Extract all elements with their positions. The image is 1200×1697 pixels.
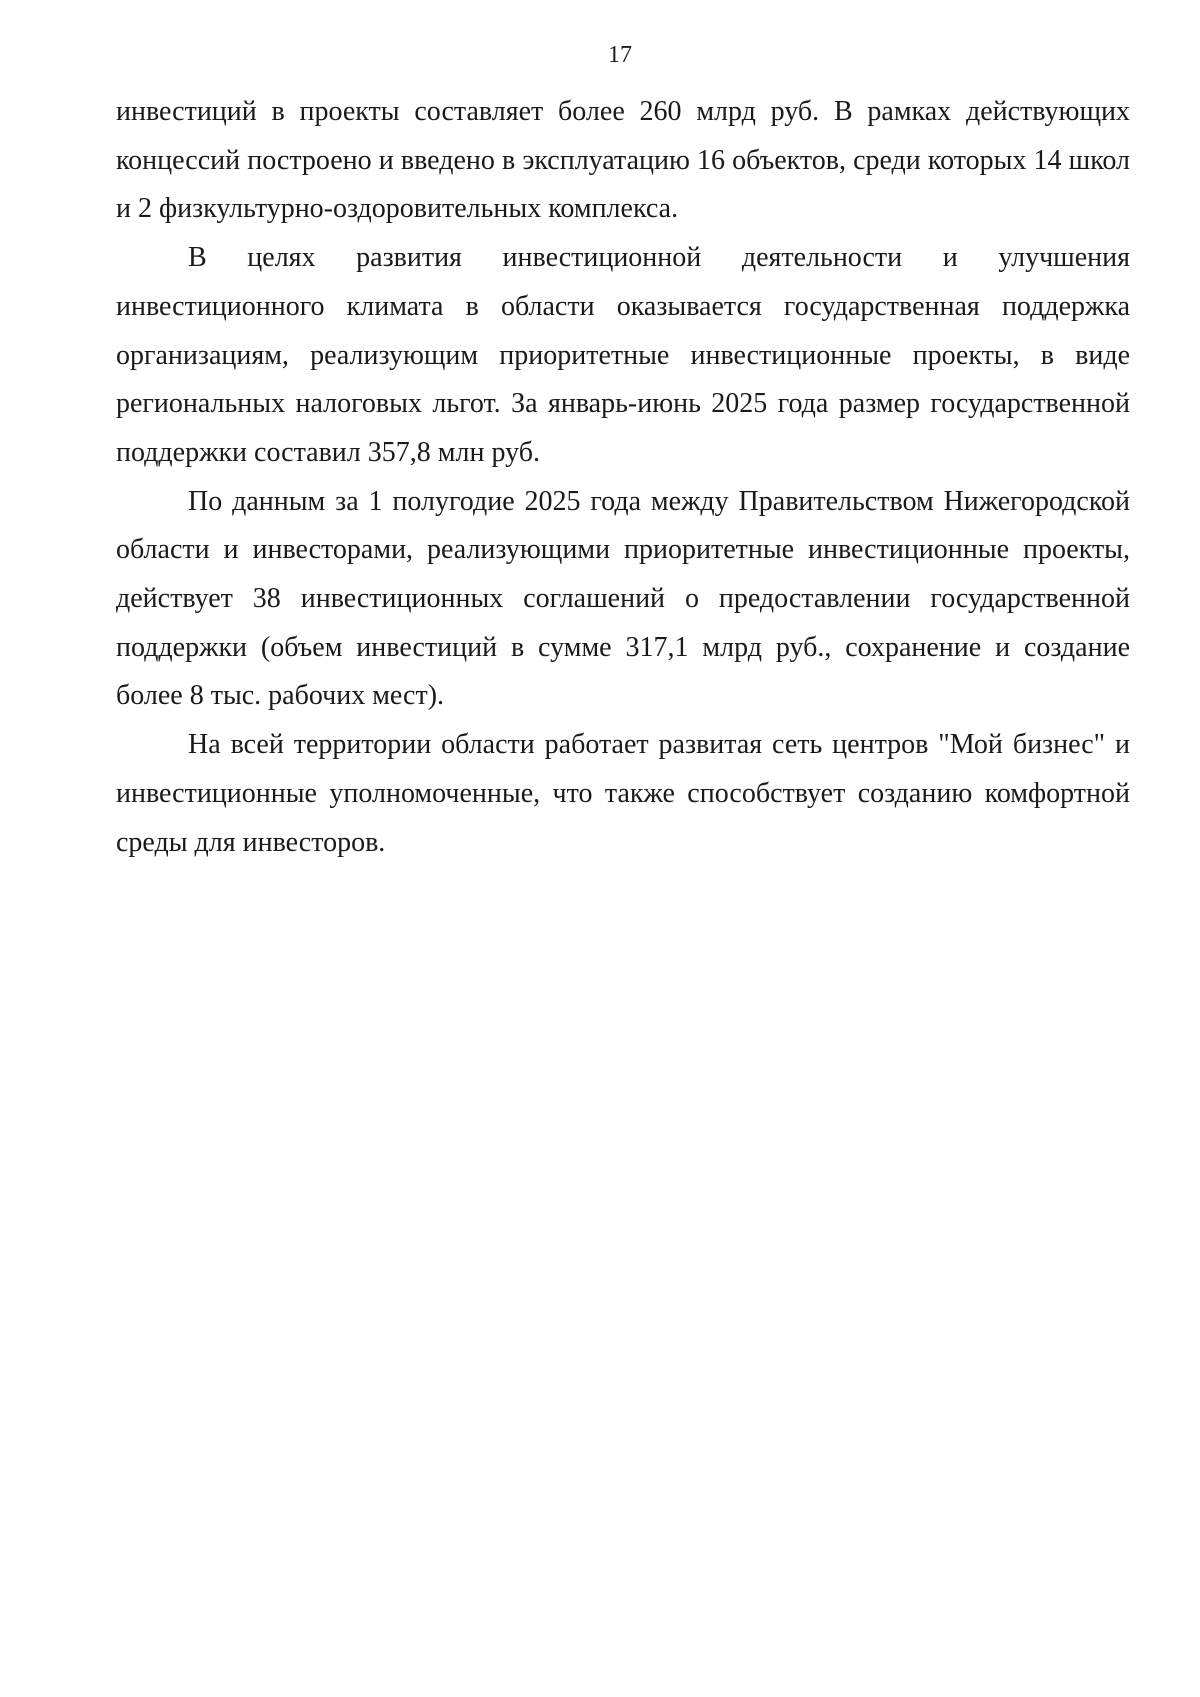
document-body — [116, 88, 1130, 867]
page-number: 17 — [608, 42, 632, 68]
paragraph-investment-agreements: По данным за 1 полугодие 2025 года между Правительством Нижегородской области и инвесторами, реализующими приоритетные инвестиционные проекты, действует 38 инвестиционных соглашений о предоставлении государственной поддержки (объем инвестиций в сумме 317,1 млрд руб., сохранение и создание более 8 тыс. рабочих мест). — [116, 485, 1130, 712]
paragraph-concessions: инвестиций в проекты составляет более 260 млрд руб. В рамках действующих концессий построено и введено в эксплуатацию 16 объектов, среди которых 14 школ и 2 физкультурно-оздоровительных комплекса. — [116, 96, 1130, 225]
paragraph-business-centers: На всей территории области работает развитая сеть центров "Мой бизнес" и инвестиционные уполномоченные, что также способствует созданию комфортной среды для инвесторов. — [116, 729, 1130, 858]
paragraph-tax-benefits: В целях развития инвестиционной деятельности и улучшения инвестиционного климата в области оказывается государственная поддержка организациям, реализующим приоритетные инвестиционные проекты, в виде региональных налоговых льгот. За январь-июнь 2025 года размер государственной поддержки составил 357,8 млн руб. — [116, 242, 1130, 468]
